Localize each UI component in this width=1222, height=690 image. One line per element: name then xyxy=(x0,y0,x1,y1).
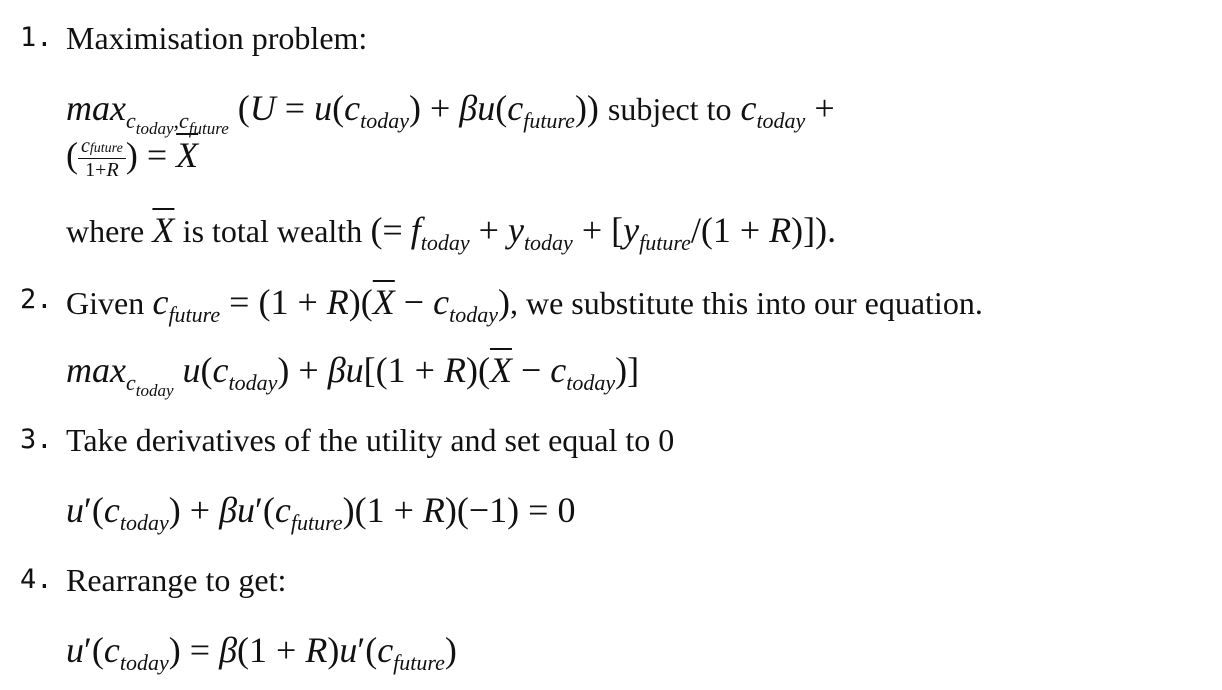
step-number: 4. xyxy=(20,564,53,595)
step-heading: Rearrange to get: xyxy=(66,562,287,598)
given-text: Given xyxy=(66,285,145,321)
substitute-text: , we substitute this into our equation. xyxy=(509,285,983,321)
substituted-objective: $\max_{c_{today}} u(c_{today}) + \beta u[(1 + R)(\overline{X} - c_{today})]$ xyxy=(66,350,640,400)
step-heading: Take derivatives of the utility and set equal to 0 xyxy=(66,422,675,458)
euler-equation: $u'(c_{today}) = \beta(1 + R)u'(c_{future})$ xyxy=(66,630,457,675)
constraint-continuation: ( $\frac{\text{cfuture}}{1+R}$ ) = $\overline{X}$ xyxy=(66,134,199,181)
step-number: 2. xyxy=(20,284,53,315)
step-number: 3. xyxy=(20,424,53,455)
subject-to-text: subject to xyxy=(607,91,732,127)
step-number: 1. xyxy=(20,22,53,53)
substitution-line: Given $c_{future} = (1 + R)(\overline{X} - c_{today})$, we substitute this into our equation. xyxy=(66,282,983,327)
objective-equation: $\max_{c_{today},c_{future}} (U = u(c_{today}) + \beta u(c_{future}))$ subject to $c_{today}$ + xyxy=(66,88,835,138)
total-wealth-text: is total wealth xyxy=(182,213,363,249)
wealth-definition: where $\overline{X}$ is total wealth (= $f_{today} + y_{today} + [y_{future}/(1 + R)]$). xyxy=(66,210,837,255)
first-order-condition: $u'(c_{today}) + \beta u'(c_{future})(1 + R)(-1) = 0$ xyxy=(66,490,576,535)
step-heading: Maximisation problem: xyxy=(66,20,368,56)
where-text: where xyxy=(66,213,145,249)
